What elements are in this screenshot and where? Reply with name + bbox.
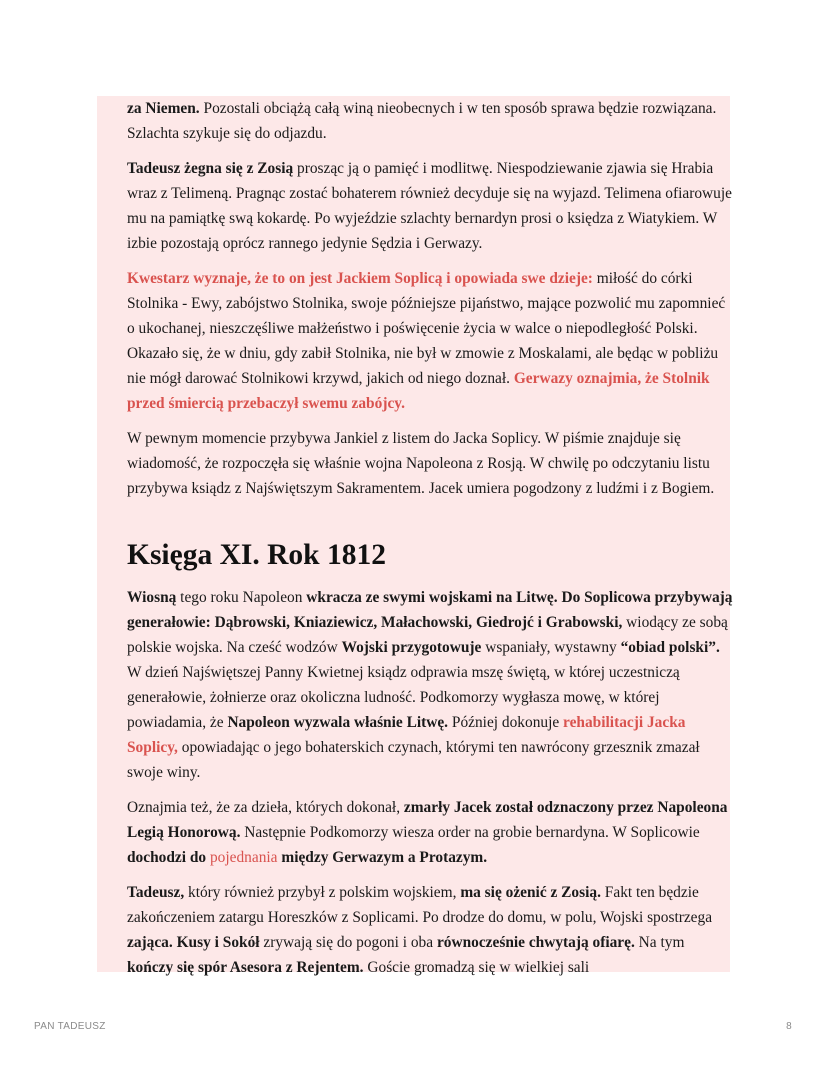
text-run: Później dokonuje xyxy=(448,714,564,731)
text-run: W dzień Najświętszej Panny Kwietnej ksiądz odprawia mszę świętą, w której uczestniczą generałowie, żołnierze oraz okoliczna ludność. Podkomorzy wygłasza mowę, w której powiadamia, że xyxy=(127,664,680,731)
emphasis-run: zająca. Kusy i Sokół xyxy=(127,934,260,951)
emphasis-run: Wojski przygotowuje xyxy=(341,639,482,656)
emphasis-run: pojednania xyxy=(209,849,278,866)
text-run: który również przybył z polskim wojskiem, xyxy=(184,884,461,901)
emphasis-run: Gerwazy oznajmia, że Stolnik przed śmiercią przebaczył swemu zabójcy. xyxy=(127,370,710,412)
paragraph xyxy=(127,880,733,980)
text-run: wiodący ze sobą polskie wojska. Na cześć wodzów xyxy=(127,614,728,656)
text-run: prosząc ją o pamięć i modlitwę. Niespodziewanie zjawia się Hrabia wraz z Telimeną. Pragnąc zostać bohaterem również decyduje się na wyjazd. Telimena ofiarowuje mu na pamiątkę swą kokardę. Po wyjeździe szlachty bernardyn prosi o księdza z Wiatykiem. W izbie pozostają oprócz rannego jedynie Sędzia i Gerwazy. xyxy=(127,160,732,252)
paragraph xyxy=(127,585,733,785)
text-run: wspaniały, wystawny xyxy=(481,639,621,656)
emphasis-run: zmarły Jacek został odznaczony przez Napoleona Legią Honorową. xyxy=(127,799,728,841)
emphasis-run: równocześnie chwytają ofiarę. xyxy=(436,934,635,951)
emphasis-run: za Niemen. xyxy=(127,100,200,117)
emphasis-run: dochodzi do xyxy=(127,849,207,866)
paragraph xyxy=(127,266,733,416)
text-run: Na tym xyxy=(634,934,685,951)
emphasis-run: kończy się spór Asesora z Rejentem. xyxy=(127,959,364,976)
top-paragraphs xyxy=(127,96,733,501)
emphasis-run: wkracza ze swymi wojskami na Litwę. Do Soplicowa przybywają generałowie: Dąbrowski, Kniaziewicz, Małachowski, Giedrojć i Grabowski, xyxy=(127,589,733,631)
page-number: 8 xyxy=(786,1021,792,1032)
emphasis-run: rehabilitacji Jacka Soplicy, xyxy=(127,714,686,756)
document-body xyxy=(127,96,733,990)
footer-title: PAN TADEUSZ xyxy=(34,1021,106,1032)
text-run: tego roku Napoleon xyxy=(176,589,307,606)
section-title: Księga XI. Rok 1812 xyxy=(127,539,386,571)
text-run: Oznajmia też, że za dzieła, których dokonał, xyxy=(127,799,404,816)
text-run: Goście gromadzą się w wielkiej sali xyxy=(363,959,590,976)
emphasis-run: ma się ożenić z Zosią. xyxy=(460,884,601,901)
text-run: opowiadając o jego bohaterskich czynach, którymi ten nawrócony grzesznik zmazał swoje winy. xyxy=(127,739,700,781)
emphasis-run: Tadeusz, xyxy=(127,884,185,901)
emphasis-run: Kwestarz wyznaje, że to on jest Jackiem Soplicą i opowiada swe dzieje: xyxy=(127,270,593,287)
text-run: Pozostali obciążą całą winą nieobecnych i w ten sposób sprawa będzie rozwiązana. Szlachta szykuje się do odjazdu. xyxy=(127,100,717,142)
emphasis-run: Wiosną xyxy=(127,589,177,606)
emphasis-run: Tadeusz żegna się z Zosią xyxy=(127,160,294,177)
paragraph xyxy=(127,795,733,870)
emphasis-run: “obiad polski”. xyxy=(620,639,720,656)
text-run: Fakt ten będzie zakończeniem zatargu Horeszków z Soplicami. Po drodze do domu, w polu, Wojski spostrzega xyxy=(127,884,713,926)
paragraph xyxy=(127,156,733,256)
text-run: zrywają się do pogoni i oba xyxy=(259,934,437,951)
emphasis-run: między Gerwazym a Protazym. xyxy=(281,849,488,866)
text-run: Następnie Podkomorzy wiesza order na grobie bernardyna. W Soplicowie xyxy=(240,824,700,841)
paragraph xyxy=(127,426,733,501)
bottom-paragraphs xyxy=(127,585,733,980)
paragraph xyxy=(127,96,733,146)
emphasis-run: Napoleon wyzwala właśnie Litwę. xyxy=(227,714,449,731)
text-run: miłość do córki Stolnika - Ewy, zabójstwo Stolnika, swoje późniejsze pijaństwo, mające pozwolić mu zapomnieć o ukochanej, nieszczęśliwe małżeństwo i poświęcenie życia w walce o niepodległość Polski. Okazało się, że w dniu, gdy zabił Stolnika, nie był w zmowie z Moskalami, ale będąc w pobliżu nie mógł darować Stolnikowi krzywd, jakich od niego doznał. xyxy=(127,270,726,387)
text-run: W pewnym momencie przybywa Jankiel z listem do Jacka Soplicy. W piśmie znajduje się wiadomość, że rozpoczęła się właśnie wojna Napoleona z Rosją. W chwilę po odczytaniu listu przybywa ksiądz z Najświętszym Sakramentem. Jacek umiera pogodzony z ludźmi i z Bogiem. xyxy=(127,430,715,497)
